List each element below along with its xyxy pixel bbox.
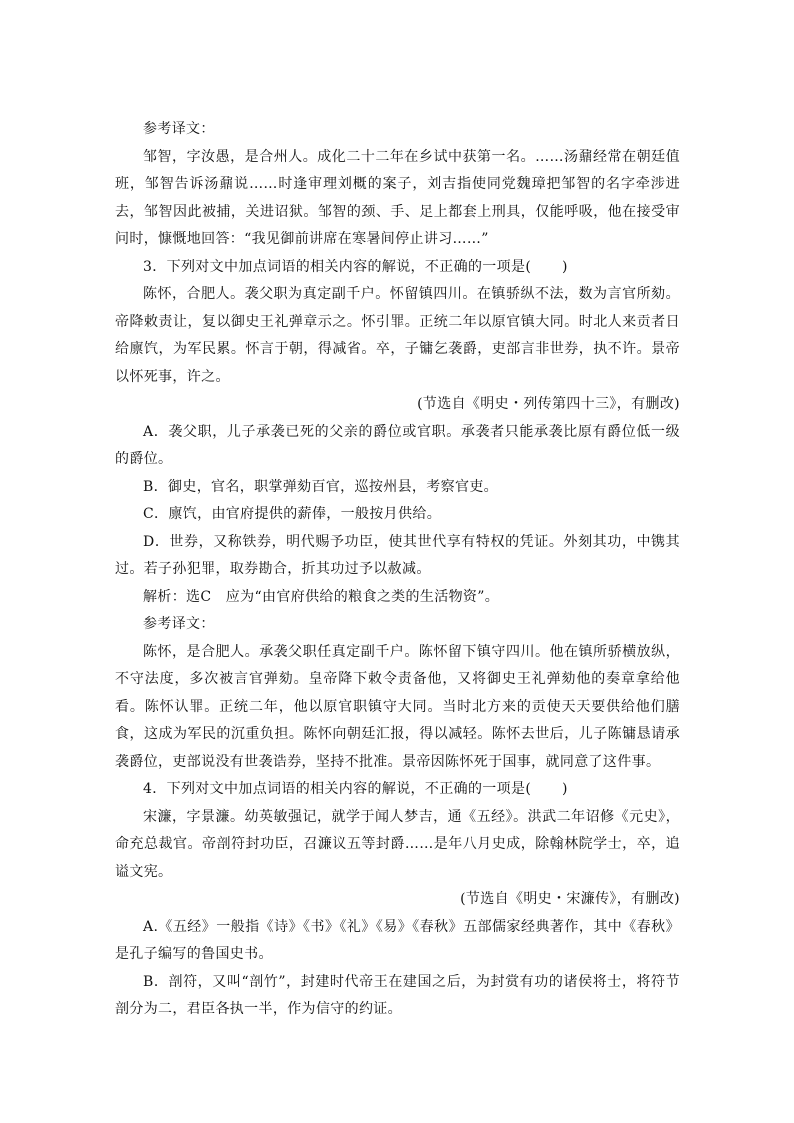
document-body	[115, 116, 680, 1024]
paragraph: 陈怀，是合肥人。承袭父职任真定副千户。陈怀留下镇守四川。他在镇所骄横放纵，不守法度，多次被言官弹劾。皇帝降下敕令责备他，又将御史王礼弹劾他的奏章拿给他看。陈怀认罪。正统二年，他以原官职镇守大同。当时北方来的贡使天天要供给他们膳食，这成为军民的沉重负担。陈怀向朝廷汇报，得以减轻。陈怀去世后，儿子陈镛恳请承袭爵位，吏部说没有世袭诰券，坚持不批准。景帝因陈怀死于国事，就同意了这件事。	[115, 643, 680, 770]
paragraph: A.《五经》一般指《诗》《书》《礼》《易》《春秋》五部儒家经典著作，其中《春秋》是孔子编写的鲁国史书。	[115, 918, 680, 962]
paragraph: D．世券，又称铁券，明代赐予功臣，使其世代享有特权的凭证。外刻其功，中镌其过。若子孙犯罪，取券勘合，折其功过予以赦减。	[115, 533, 680, 577]
question-close-paren: )	[561, 258, 568, 275]
source-citation: (节选自《明史・列传第四十三》，有删改)	[417, 396, 680, 412]
paragraph: B．剖符，又叫“剖竹”，封建时代帝王在建国之后，为封赏有功的诸侯将士，将符节剖分为二，君臣各执一半，作为信守的约证。	[115, 973, 680, 1017]
paragraph: 陈怀，合肥人。袭父职为真定副千户。怀留镇四川。在镇骄纵不法，数为言官所劾。帝降敕责让，复以御史王礼弹章示之。怀引罪。正统二年以原官镇大同。时北人来贡者日给廪饩，为军民累。怀言于朝，得减省。卒，子镛乞袭爵，吏部言非世券，执不许。景帝以怀死事，许之。	[115, 286, 680, 385]
paragraph: 参考译文：	[143, 616, 215, 632]
question-stem	[115, 776, 680, 804]
paragraph: 邹智，字汝愚，是合州人。成化二十二年在乡试中获第一名。……汤鼐经常在朝廷值班，邹智告诉汤鼐说……时逢审理刘概的案子，刘吉指使同党魏璋把邹智的名字牵涉进去，邹智因此被捕，关进诏狱。邹智的颈、手、足上都套上刑具，仅能呼吸，他在接受审问时，慷慨地回答：“我见御前讲席在寒暑间停止讲习……”	[115, 148, 680, 247]
paragraph: 参考译文：	[143, 121, 215, 137]
question-text: 4．下列对文中加点词语的相关内容的解说，不正确的一项是(	[143, 781, 532, 797]
question-stem	[115, 254, 680, 282]
paragraph: A．袭父职，儿子承袭已死的父亲的爵位或官职。承袭者只能承袭比原有爵位低一级的爵位。	[115, 423, 680, 467]
paragraph: C．廪饩，由官府提供的薪俸，一般按月供给。	[143, 506, 442, 522]
paragraph: B．御史，官名，职掌弹劾百官，巡按州县，考察官吏。	[143, 478, 499, 495]
question-close-paren: )	[561, 781, 568, 797]
paragraph: 解析：选C 应为“由官府供给的粮食之类的生活物资”。	[143, 588, 500, 605]
question-text: 3．下列对文中加点词语的相关内容的解说，不正确的一项是(	[143, 258, 532, 275]
paragraph: 宋濂，字景濂。幼英敏强记，就学于闻人梦吉，通《五经》。洪武二年诏修《元史》，命充总裁官。帝剖符封功臣，召濂议五等封爵……是年八月史成，除翰林院学士，卒，追谥文宪。	[115, 808, 680, 880]
source-citation: (节选自《明史・宋濂传》，有删改)	[460, 891, 680, 907]
